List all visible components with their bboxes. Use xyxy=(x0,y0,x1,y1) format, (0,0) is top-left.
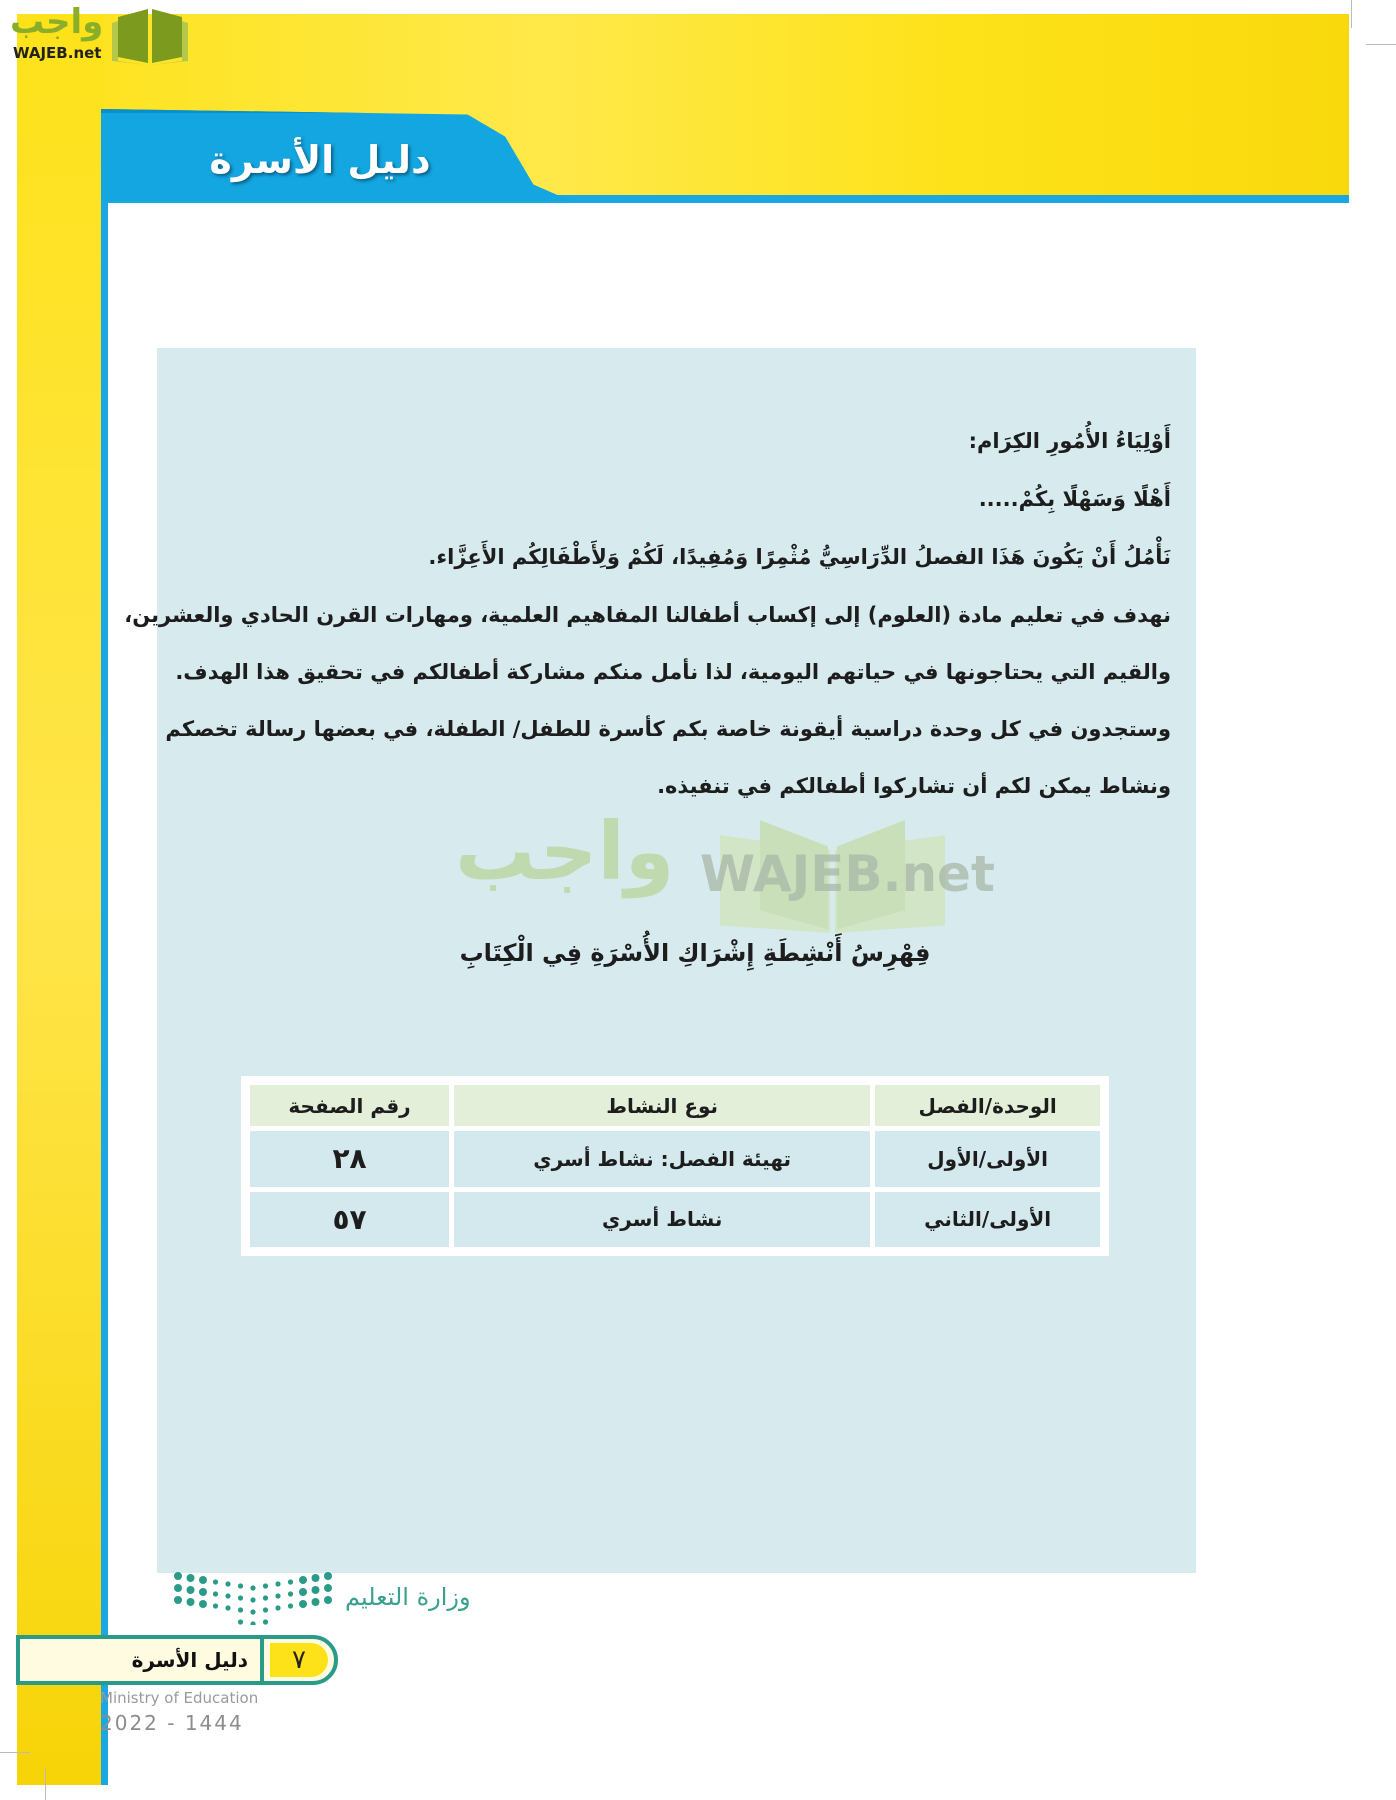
letter-line: نَأْمُلُ أَنْ يَكُونَ هَذَا الفصلُ الدِّرَاسِيُّ مُثْمِرًا وَمُفِيدًا، لَكُمْ وَلِأَطْفَالِكُم الأَعِزَّاء. xyxy=(428,545,1171,569)
logo-dot xyxy=(299,1576,307,1584)
logo-dot xyxy=(199,1600,207,1608)
logo-dot xyxy=(225,1581,230,1586)
logo-dot xyxy=(213,1603,218,1608)
logo-dot xyxy=(324,1596,332,1604)
watermark-arabic: واجب xyxy=(455,805,675,898)
toc-title: فِهْرِسُ أَنْشِطَةِ إِشْرَاكِ الأُسْرَةِ فِي الْكِتَابِ xyxy=(459,939,931,967)
logo-dot xyxy=(263,1583,268,1588)
logo-dot xyxy=(199,1588,207,1596)
letter-line: نهدف في تعليم مادة (العلوم) إلى إكساب أطفالنا المفاهيم العلمية، ومهارات القرن الحادي والعشرين، xyxy=(124,603,1171,627)
logo-dot xyxy=(250,1585,255,1590)
logo-dot xyxy=(238,1595,243,1600)
logo-dot xyxy=(312,1574,320,1582)
column-header: نوع النشاط xyxy=(454,1085,870,1126)
logo-arabic-text: واجب xyxy=(10,2,104,42)
logo-dot xyxy=(312,1586,320,1594)
logo-dot xyxy=(324,1572,332,1580)
logo-dot xyxy=(213,1579,218,1584)
logo-dot xyxy=(312,1598,320,1606)
page-number-cell: ٥٧ xyxy=(250,1192,449,1247)
logo-dot xyxy=(238,1619,243,1624)
logo-dot xyxy=(299,1588,307,1596)
page-number-cell: ٢٨ xyxy=(250,1131,449,1186)
logo-dot xyxy=(275,1581,280,1586)
page-number: ٧ xyxy=(270,1643,328,1677)
logo-dot xyxy=(299,1600,307,1608)
logo-dot xyxy=(199,1576,207,1584)
ministry-english: Ministry of Education xyxy=(100,1689,259,1707)
logo-dot xyxy=(250,1597,255,1602)
crop-mark xyxy=(45,1768,46,1800)
logo-dot xyxy=(288,1579,293,1584)
welcome-line: أَهْلًا وَسَهْلًا بِكُمْ..... xyxy=(978,487,1171,511)
logo-dot xyxy=(275,1605,280,1610)
yellow-side-strip xyxy=(17,14,103,1785)
book-icon xyxy=(110,5,190,65)
table-row xyxy=(250,1192,1100,1247)
logo-dot xyxy=(187,1574,195,1582)
column-header: الوحدة/الفصل xyxy=(875,1085,1100,1126)
logo-dot xyxy=(174,1584,182,1592)
logo-dot xyxy=(263,1607,268,1612)
logo-dot xyxy=(263,1619,268,1624)
logo-dot xyxy=(238,1583,243,1588)
letter-line: ونشاط يمكن لكم أن تشاركوا أطفالكم في تنفيذه. xyxy=(657,774,1171,798)
logo-dot xyxy=(288,1603,293,1608)
table-row xyxy=(250,1131,1100,1186)
divider xyxy=(260,1639,264,1681)
logo-dot xyxy=(288,1591,293,1596)
unit-chapter-cell: الأولى/الثاني xyxy=(875,1192,1100,1247)
logo-dot xyxy=(187,1598,195,1606)
ministry-dots-logo xyxy=(170,1570,335,1625)
crop-mark xyxy=(1366,44,1396,45)
logo-dot xyxy=(213,1591,218,1596)
crop-mark xyxy=(0,1752,30,1753)
greeting-line: أَوْلِيَاءُ الأُمُورِ الكِرَام: xyxy=(968,429,1171,453)
logo-dot xyxy=(238,1607,243,1612)
table-header-row xyxy=(250,1085,1100,1126)
letter-line: وستجدون في كل وحدة دراسية أيقونة خاصة بكم كأسرة للطفل/ الطفلة، في بعضها رسالة تخصكم xyxy=(165,717,1171,741)
footer-section-label: دليل الأسرة xyxy=(131,1648,248,1672)
page-footer-badge xyxy=(16,1635,338,1685)
logo-dot xyxy=(225,1593,230,1598)
watermark-english: WAJEB.net xyxy=(700,845,995,903)
logo-dot xyxy=(174,1596,182,1604)
crop-mark xyxy=(1351,0,1352,28)
logo-dot xyxy=(174,1572,182,1580)
edition-year: 2022 - 1444 xyxy=(100,1711,244,1735)
activity-type-cell: نشاط أسري xyxy=(454,1192,870,1247)
unit-chapter-cell: الأولى/الأول xyxy=(875,1131,1100,1186)
logo-english-text: WAJEB.net xyxy=(13,44,102,62)
logo-dot xyxy=(187,1586,195,1594)
blue-side-line xyxy=(101,109,108,1785)
letter-line: والقيم التي يحتاجونها في حياتهم اليومية، لذا نأمل منكم مشاركة أطفالكم في تحقيق هذا الهدف. xyxy=(175,660,1171,684)
logo-dot xyxy=(225,1605,230,1610)
column-header: رقم الصفحة xyxy=(250,1085,449,1126)
activity-type-cell: تهيئة الفصل: نشاط أسري xyxy=(454,1131,870,1186)
logo-dot xyxy=(250,1621,255,1625)
logo-dot xyxy=(263,1595,268,1600)
logo-dot xyxy=(275,1593,280,1598)
activities-table xyxy=(241,1076,1109,1256)
logo-dot xyxy=(250,1609,255,1614)
logo-dot xyxy=(324,1584,332,1592)
page-title: دليل الأسرة xyxy=(209,138,431,182)
ministry-arabic: وزارة التعليم xyxy=(345,1583,471,1611)
